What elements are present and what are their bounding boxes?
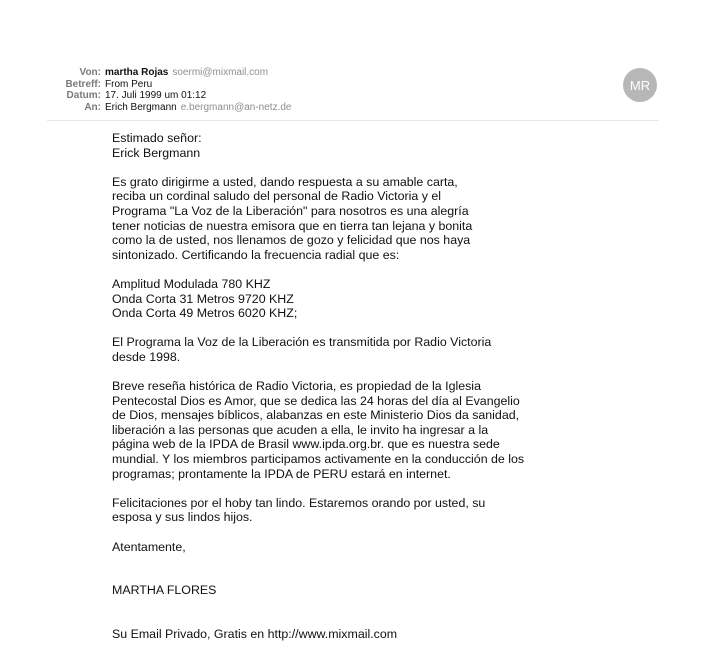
sender-email[interactable]: soermi@mixmail.com [172,67,269,78]
signature: MARTHA FLORES [112,583,217,598]
paragraph-history: Breve reseña histórica de Radio Victoria, es propiedad de la Iglesia Pentecostal Dios es Amor, que se dedica las 24 horas del día al Evangelio de Dios, mensajes bíblicos, alabanzas en este Ministerio Dios da sanidad, liberación a las personas que acuden a ella, le invito ha ingresar a la página web de la IPDA de Brasil www.ipda.org.br. que es nuestra sede mundial. Y los miembros participamos activamente en la conducción de los programas; prontamente la IPDA de PERU estará en internet. [112,379,525,481]
paragraph-congratulations: Felicitaciones por el hoby tan lindo. Estaremos orando por usted, su esposa y sus lindos hijos. [112,495,486,525]
greeting: Estimado señor: Erick Bergmann [112,131,202,160]
paragraph-intro: Es grato dirigirme a usted, dando respuesta a su amable carta, reciba un cordinal saludo del personal de Radio Victoria y el Programa "La Voz de la Liberación" para nosotros es una alegría tener noticias de nuestra emisora que en tierra tan lejana y bonita como la de usted, nos llenamos de gozo y felicidad que nos haya sintonizado. Certificando la frecuencia radial que es: [112,174,473,262]
subject-label: Betreff: [65,78,101,90]
paragraph-program: El Programa la Voz de la Liberación es transmitida por Radio Victoria desde 1998. [112,335,492,364]
subject-value: From Peru [105,78,153,90]
frequency-list: Amplitud Modulada 780 KHZ Onda Corta 31 Metros 9720 KHZ Onda Corta 49 Metros 6020 KHZ; [112,276,298,321]
recipient-name[interactable]: Erich Bergmann [105,101,177,113]
closing: Atentamente, [112,539,186,554]
message-body [112,131,572,656]
from-label: Von: [79,67,101,78]
to-row [50,102,610,114]
from-row [50,67,610,79]
sender-avatar [623,68,657,102]
date-row [50,90,610,102]
recipient-email[interactable]: e.bergmann@an-netz.de [180,101,292,113]
sender-name[interactable]: martha Rojas [105,67,169,78]
date-label: Datum: [66,90,101,101]
message-header [50,67,610,113]
header-divider [47,120,659,121]
footer-ad: Su Email Privado, Gratis en http://www.mixmail.com [112,626,398,641]
avatar-initials: MR [629,77,651,93]
date-value: 17. Juli 1999 um 01:12 [105,90,207,101]
to-label: An: [84,101,101,113]
subject-row [50,79,610,91]
